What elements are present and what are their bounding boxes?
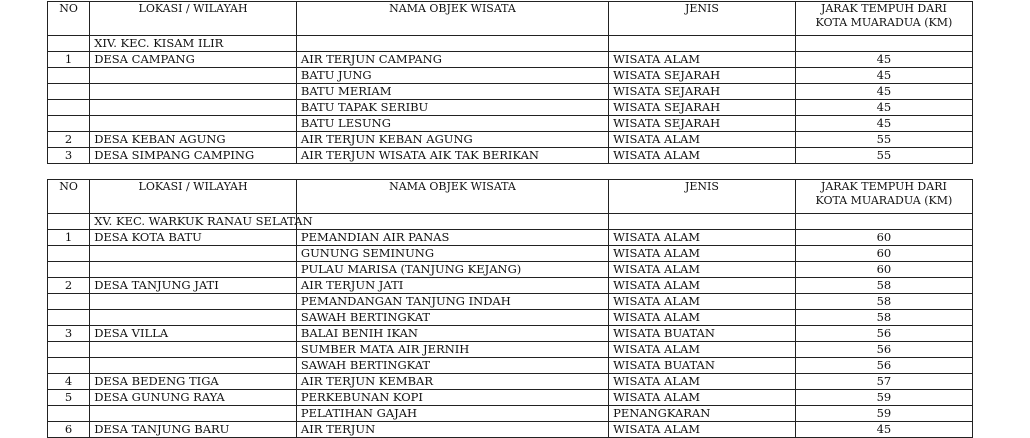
jenis-cell: WISATA ALAM [609, 294, 796, 310]
section-no-cell [48, 214, 90, 230]
lokasi-cell [90, 342, 297, 358]
jenis-cell: WISATA SEJARAH [609, 116, 796, 132]
jenis-cell: WISATA ALAM [609, 262, 796, 278]
lokasi-cell [90, 262, 297, 278]
table-row [48, 116, 973, 132]
jenis-cell: WISATA SEJARAH [609, 84, 796, 100]
jarak-cell: 45 [795, 52, 972, 68]
table-row [48, 100, 973, 116]
jarak-cell: 56 [795, 342, 972, 358]
section-empty-cell [296, 214, 608, 230]
header-lokasi: LOKASI / WILAYAH [90, 2, 297, 36]
table-body [48, 214, 973, 438]
no-cell [48, 246, 90, 262]
objek-cell: BATU LESUNG [296, 116, 608, 132]
jenis-cell: WISATA SEJARAH [609, 68, 796, 84]
no-cell: 5 [48, 390, 90, 406]
lokasi-cell [90, 116, 297, 132]
table-row [48, 374, 973, 390]
objek-cell: BATU TAPAK SERIBU [296, 100, 608, 116]
jenis-cell: WISATA ALAM [609, 52, 796, 68]
header-objek: NAMA OBJEK WISATA [296, 180, 608, 214]
objek-cell: AIR TERJUN WISATA AIK TAK BERIKAN [296, 148, 608, 164]
lokasi-cell: DESA CAMPANG [90, 52, 297, 68]
jarak-cell: 55 [795, 132, 972, 148]
jenis-cell: WISATA ALAM [609, 132, 796, 148]
section-row [48, 214, 973, 230]
tourism-table-kisam-ilir [47, 1, 973, 164]
header-jarak [795, 180, 972, 214]
jarak-cell: 58 [795, 310, 972, 326]
jarak-cell: 57 [795, 374, 972, 390]
no-cell [48, 100, 90, 116]
table-row [48, 68, 973, 84]
jenis-cell: WISATA ALAM [609, 374, 796, 390]
objek-cell: AIR TERJUN KEBAN AGUNG [296, 132, 608, 148]
jenis-cell: PENANGKARAN [609, 406, 796, 422]
objek-cell: SAWAH BERTINGKAT [296, 358, 608, 374]
lokasi-cell: DESA BEDENG TIGA [90, 374, 297, 390]
no-cell: 2 [48, 278, 90, 294]
no-cell [48, 116, 90, 132]
no-cell: 6 [48, 422, 90, 438]
lokasi-cell [90, 294, 297, 310]
section-title: XIV. KEC. KISAM ILIR [90, 36, 297, 52]
jenis-cell: WISATA BUATAN [609, 358, 796, 374]
jarak-cell: 58 [795, 294, 972, 310]
jarak-cell: 60 [795, 230, 972, 246]
jarak-cell: 60 [795, 246, 972, 262]
table-row [48, 262, 973, 278]
lokasi-cell: DESA KOTA BATU [90, 230, 297, 246]
table-row [48, 52, 973, 68]
jarak-cell: 59 [795, 390, 972, 406]
table-row [48, 246, 973, 262]
header-no: NO [48, 180, 90, 214]
header-jarak-line2: KOTA MUARADUA (KM) [815, 16, 953, 29]
no-cell [48, 310, 90, 326]
lokasi-cell [90, 406, 297, 422]
objek-cell: AIR TERJUN [296, 422, 608, 438]
jenis-cell: WISATA ALAM [609, 230, 796, 246]
jarak-cell: 45 [795, 100, 972, 116]
objek-cell: PELATIHAN GAJAH [296, 406, 608, 422]
lokasi-cell [90, 84, 297, 100]
lokasi-cell [90, 100, 297, 116]
header-jenis: JENIS [609, 2, 796, 36]
objek-cell: PEMANDIAN AIR PANAS [296, 230, 608, 246]
no-cell [48, 342, 90, 358]
objek-cell: BALAI BENIH IKAN [296, 326, 608, 342]
objek-cell: AIR TERJUN KEMBAR [296, 374, 608, 390]
header-jarak-line1: JARAK TEMPUH DARI [820, 180, 947, 193]
objek-cell: AIR TERJUN JATI [296, 278, 608, 294]
section-no-cell [48, 36, 90, 52]
jarak-cell: 45 [795, 68, 972, 84]
header-jarak-line1: JARAK TEMPUH DARI [820, 2, 947, 15]
section-empty-cell [296, 36, 608, 52]
lokasi-cell: DESA TANJUNG JATI [90, 278, 297, 294]
lokasi-cell [90, 310, 297, 326]
table-header-row [48, 2, 973, 36]
objek-cell: PULAU MARISA (TANJUNG KEJANG) [296, 262, 608, 278]
table-row [48, 294, 973, 310]
table-row [48, 84, 973, 100]
header-lokasi: LOKASI / WILAYAH [90, 180, 297, 214]
jarak-cell: 56 [795, 326, 972, 342]
no-cell [48, 68, 90, 84]
objek-cell: GUNUNG SEMINUNG [296, 246, 608, 262]
section-empty-cell [795, 214, 972, 230]
header-objek: NAMA OBJEK WISATA [296, 2, 608, 36]
jenis-cell: WISATA SEJARAH [609, 100, 796, 116]
table-row [48, 390, 973, 406]
no-cell [48, 262, 90, 278]
objek-cell: PEMANDANGAN TANJUNG INDAH [296, 294, 608, 310]
no-cell [48, 84, 90, 100]
objek-cell: SUMBER MATA AIR JERNIH [296, 342, 608, 358]
no-cell: 4 [48, 374, 90, 390]
table-body [48, 36, 973, 164]
no-cell: 2 [48, 132, 90, 148]
jarak-cell: 45 [795, 84, 972, 100]
jenis-cell: WISATA ALAM [609, 342, 796, 358]
section-empty-cell [609, 36, 796, 52]
table-row [48, 422, 973, 438]
jarak-cell: 56 [795, 358, 972, 374]
header-jenis: JENIS [609, 180, 796, 214]
lokasi-cell: DESA KEBAN AGUNG [90, 132, 297, 148]
no-cell: 3 [48, 326, 90, 342]
jarak-cell: 45 [795, 116, 972, 132]
section-row [48, 36, 973, 52]
jarak-cell: 59 [795, 406, 972, 422]
section-title: XV. KEC. WARKUK RANAU SELATAN [90, 214, 297, 230]
jarak-cell: 58 [795, 278, 972, 294]
table-row [48, 342, 973, 358]
table-row [48, 358, 973, 374]
objek-cell: AIR TERJUN CAMPANG [296, 52, 608, 68]
objek-cell: BATU JUNG [296, 68, 608, 84]
lokasi-cell [90, 358, 297, 374]
lokasi-cell: DESA SIMPANG CAMPING [90, 148, 297, 164]
section-empty-cell [609, 214, 796, 230]
table-row [48, 310, 973, 326]
jenis-cell: WISATA BUATAN [609, 326, 796, 342]
table-row [48, 230, 973, 246]
objek-cell: SAWAH BERTINGKAT [296, 310, 608, 326]
jenis-cell: WISATA ALAM [609, 148, 796, 164]
header-jarak-line2: KOTA MUARADUA (KM) [815, 194, 953, 207]
lokasi-cell: DESA VILLA [90, 326, 297, 342]
table-row [48, 132, 973, 148]
no-cell [48, 358, 90, 374]
jenis-cell: WISATA ALAM [609, 422, 796, 438]
objek-cell: PERKEBUNAN KOPI [296, 390, 608, 406]
section-empty-cell [795, 36, 972, 52]
objek-cell: BATU MERIAM [296, 84, 608, 100]
tourism-table-warkuk-ranau-selatan [47, 179, 973, 438]
table-row [48, 326, 973, 342]
jenis-cell: WISATA ALAM [609, 278, 796, 294]
table-header-row [48, 180, 973, 214]
jarak-cell: 45 [795, 422, 972, 438]
no-cell: 1 [48, 230, 90, 246]
lokasi-cell [90, 246, 297, 262]
table-row [48, 148, 973, 164]
no-cell [48, 294, 90, 310]
no-cell: 3 [48, 148, 90, 164]
no-cell: 1 [48, 52, 90, 68]
lokasi-cell: DESA GUNUNG RAYA [90, 390, 297, 406]
jarak-cell: 60 [795, 262, 972, 278]
header-jarak [795, 2, 972, 36]
jenis-cell: WISATA ALAM [609, 390, 796, 406]
lokasi-cell: DESA TANJUNG BARU [90, 422, 297, 438]
jenis-cell: WISATA ALAM [609, 310, 796, 326]
table-row [48, 278, 973, 294]
jenis-cell: WISATA ALAM [609, 246, 796, 262]
no-cell [48, 406, 90, 422]
header-no: NO [48, 2, 90, 36]
jarak-cell: 55 [795, 148, 972, 164]
table-row [48, 406, 973, 422]
lokasi-cell [90, 68, 297, 84]
